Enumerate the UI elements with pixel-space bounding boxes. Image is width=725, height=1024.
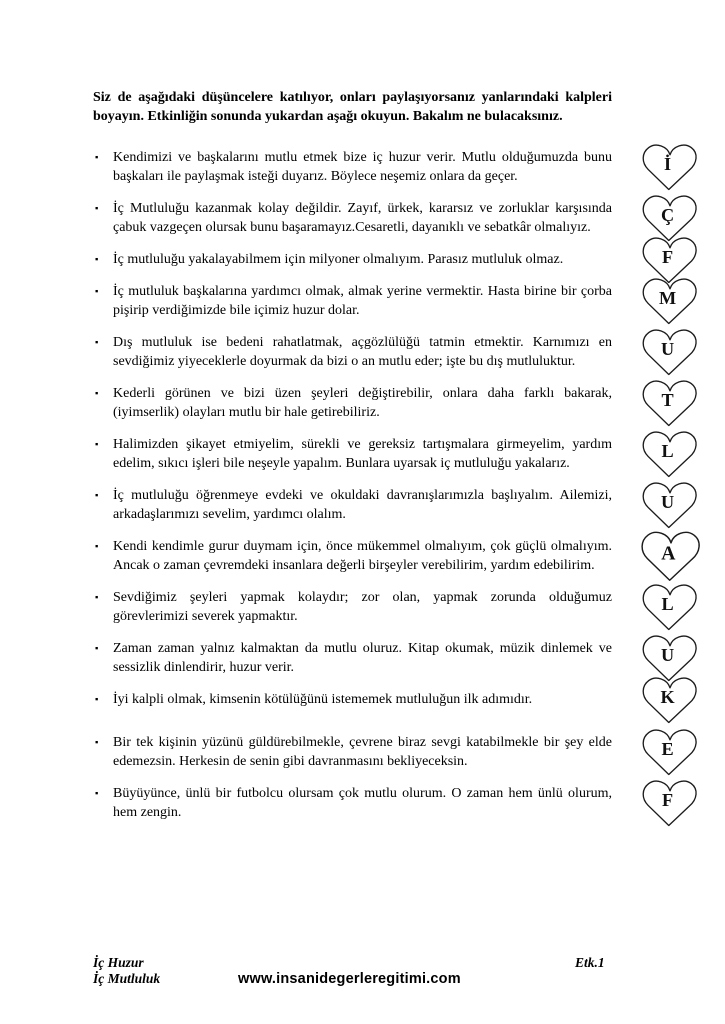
statement-text: İç Mutluluğu kazanmak kolay değildir. Zayıf, ürkek, kararsız ve zorluklar karşısında çabuk vazgeçen olursak bunu başaramayız.Cesaretli, dayanıklı ve sebatkâr olmalıyız. <box>113 201 612 235</box>
heart-letter: M <box>658 288 677 309</box>
statement-text: Sevdiğimiz şeyleri yapmak kolaydır; zor olan, yapmak zorunda olduğumuz görevlerimizi severek yapmaktır. <box>113 590 612 624</box>
heart-shape[interactable] <box>639 582 701 633</box>
footer-website-url: www.insanidegerleregitimi.com <box>238 971 461 987</box>
bullet-marker-icon: ▪ <box>95 491 99 501</box>
statement-text: İç mutluluğu öğrenmeye evdeki ve okuldaki davranışlarımızla başlıyalım. Ailemizi, arkadaşlarımızı sevelim, yardımcı olalım. <box>113 488 612 522</box>
list-item <box>93 282 725 320</box>
bullet-marker-icon: ▪ <box>95 287 99 297</box>
statement-text: Büyüyünce, ünlü bir futbolcu olursam çok mutlu olurum. O zaman hem ünlü olurum, hem zengin. <box>113 786 612 820</box>
list-item <box>93 199 725 237</box>
statement-text: İyi kalpli olmak, kimsenin kötülüğünü istememek mutluluğun ilk adımıdır. <box>113 692 533 707</box>
list-item <box>93 384 725 422</box>
heart-icon <box>637 529 705 584</box>
list-item <box>93 639 725 677</box>
activity-code: Etk.1 <box>575 955 605 970</box>
heart-letter: L <box>661 594 674 615</box>
heart-icon <box>639 674 701 725</box>
heart-icon <box>639 378 701 429</box>
heart-letter: A <box>661 542 676 565</box>
heart-icon <box>639 142 701 193</box>
list-item <box>93 686 725 709</box>
bullet-marker-icon: ▪ <box>95 204 99 214</box>
bullet-marker-icon: ▪ <box>95 593 99 603</box>
heart-icon <box>639 276 701 327</box>
list-item <box>93 246 725 269</box>
intro-paragraph: Siz de aşağıdaki düşüncelere katılıyor, onları paylaşıyorsanız yanlarındaki kalpleri boyayın. Etkinliğin sonunda yukardan aşağı okuyun. Bakalım ne bulacaksınız. <box>93 90 612 124</box>
list-item <box>93 435 725 473</box>
bullet-marker-icon: ▪ <box>95 789 99 799</box>
bullet-marker-icon: ▪ <box>95 738 99 748</box>
heart-letter: F <box>662 790 674 811</box>
heart-letter: İ <box>664 154 672 175</box>
heart-letter: L <box>661 441 674 462</box>
list-item <box>93 784 725 822</box>
heart-shape[interactable] <box>639 429 701 480</box>
bullet-marker-icon: ▪ <box>95 644 99 654</box>
heart-icon <box>639 582 701 633</box>
statement-text: İç mutluluk başkalarına yardımcı olmak, almak yerine vermektir. Hasta birine bir çorba pişirip verdiğimizde bile içimiz huzur dolar. <box>113 284 612 318</box>
heart-icon <box>639 429 701 480</box>
heart-letter: F <box>662 246 674 267</box>
heart-shape[interactable] <box>639 142 701 193</box>
bullet-marker-icon: ▪ <box>95 338 99 348</box>
heart-icon <box>639 480 701 531</box>
list-item <box>93 333 725 371</box>
worksheet-content <box>93 88 725 835</box>
heart-letter: E <box>661 739 674 760</box>
list-item <box>93 588 725 626</box>
footer-topic-line1: İç Huzur <box>93 955 144 970</box>
heart-letter: K <box>660 686 675 707</box>
statement-list <box>93 148 725 822</box>
bullet-marker-icon: ▪ <box>95 255 99 265</box>
statement-text: Kendimizi ve başkalarını mutlu etmek bize iç huzur verir. Mutlu olduğumuzda bunu başkaları ile paylaşmak isteği duyarız. Böylece neşemiz onlara da geçer. <box>113 150 612 184</box>
list-item <box>93 733 725 771</box>
footer-topic <box>93 955 160 987</box>
heart-shape[interactable] <box>639 727 701 778</box>
statement-text: Zaman zaman yalnız kalmaktan da mutlu oluruz. Kitap okumak, müzik dinlemek ve sessizlik dinlendirir, huzur verir. <box>113 641 612 675</box>
heart-icon <box>639 327 701 378</box>
list-item <box>93 148 725 186</box>
list-item <box>93 537 725 575</box>
heart-icon <box>639 778 701 829</box>
heart-shape[interactable] <box>639 327 701 378</box>
bullet-marker-icon: ▪ <box>95 542 99 552</box>
heart-shape[interactable] <box>639 778 701 829</box>
heart-letter: U <box>660 339 675 360</box>
heart-shape[interactable] <box>639 674 701 725</box>
statement-text: Kendi kendimle gurur duymam için, önce mükemmel olmalıyım, çok güçlü olmalıyım. Ancak o zaman çevremdeki insanlara değerli birşeyler verebilirim, yardım edebilirim. <box>113 539 612 573</box>
statement-text: İç mutluluğu yakalayabilmem için milyoner olmalıyım. Parasız mutluluk olmaz. <box>113 252 564 267</box>
statement-text: Dış mutluluk ise bedeni rahatlatmak, açgözlülüğü tatmin etmektir. Karnımızı en sevdiğimiz yiyeceklerle doyurmak da bizi o an mutlu eder; işte bu dış mutluluktur. <box>113 335 612 369</box>
heart-letter: Ç <box>660 205 675 226</box>
heart-letter: U <box>660 645 675 666</box>
footer-topic-line2: İç Mutluluk <box>93 971 161 986</box>
bullet-marker-icon: ▪ <box>95 153 99 163</box>
heart-shape[interactable] <box>639 378 701 429</box>
heart-letter: U <box>660 492 675 513</box>
heart-icon <box>639 727 701 778</box>
heart-shape[interactable] <box>639 480 701 531</box>
heart-letter: T <box>661 390 674 411</box>
statement-text: Bir tek kişinin yüzünü güldürebilmekle, çevrene biraz sevgi katabilmekle bir şey elde edemezsin. Herkesin de senin gibi davranmasını bekliyeceksin. <box>113 735 612 769</box>
bullet-marker-icon: ▪ <box>95 695 99 705</box>
heart-shape[interactable] <box>639 276 701 327</box>
bullet-marker-icon: ▪ <box>95 440 99 450</box>
list-item <box>93 486 725 524</box>
heart-shape[interactable] <box>637 529 705 584</box>
bullet-marker-icon: ▪ <box>95 389 99 399</box>
statement-text: Kederli görünen ve bizi üzen şeyleri değiştirebilir, onlara daha farklı bakarak, (iyimserlik) olayları mutlu bir hale getirebiliriz. <box>113 386 612 420</box>
statement-text: Halimizden şikayet etmiyelim, sürekli ve gereksiz tartışmalara girmeyelim, yardım edelim, sıkıcı işleri bile neşeyle yapalım. Bunlara uyarsak iç mutluluğu yakalarız. <box>113 437 612 471</box>
